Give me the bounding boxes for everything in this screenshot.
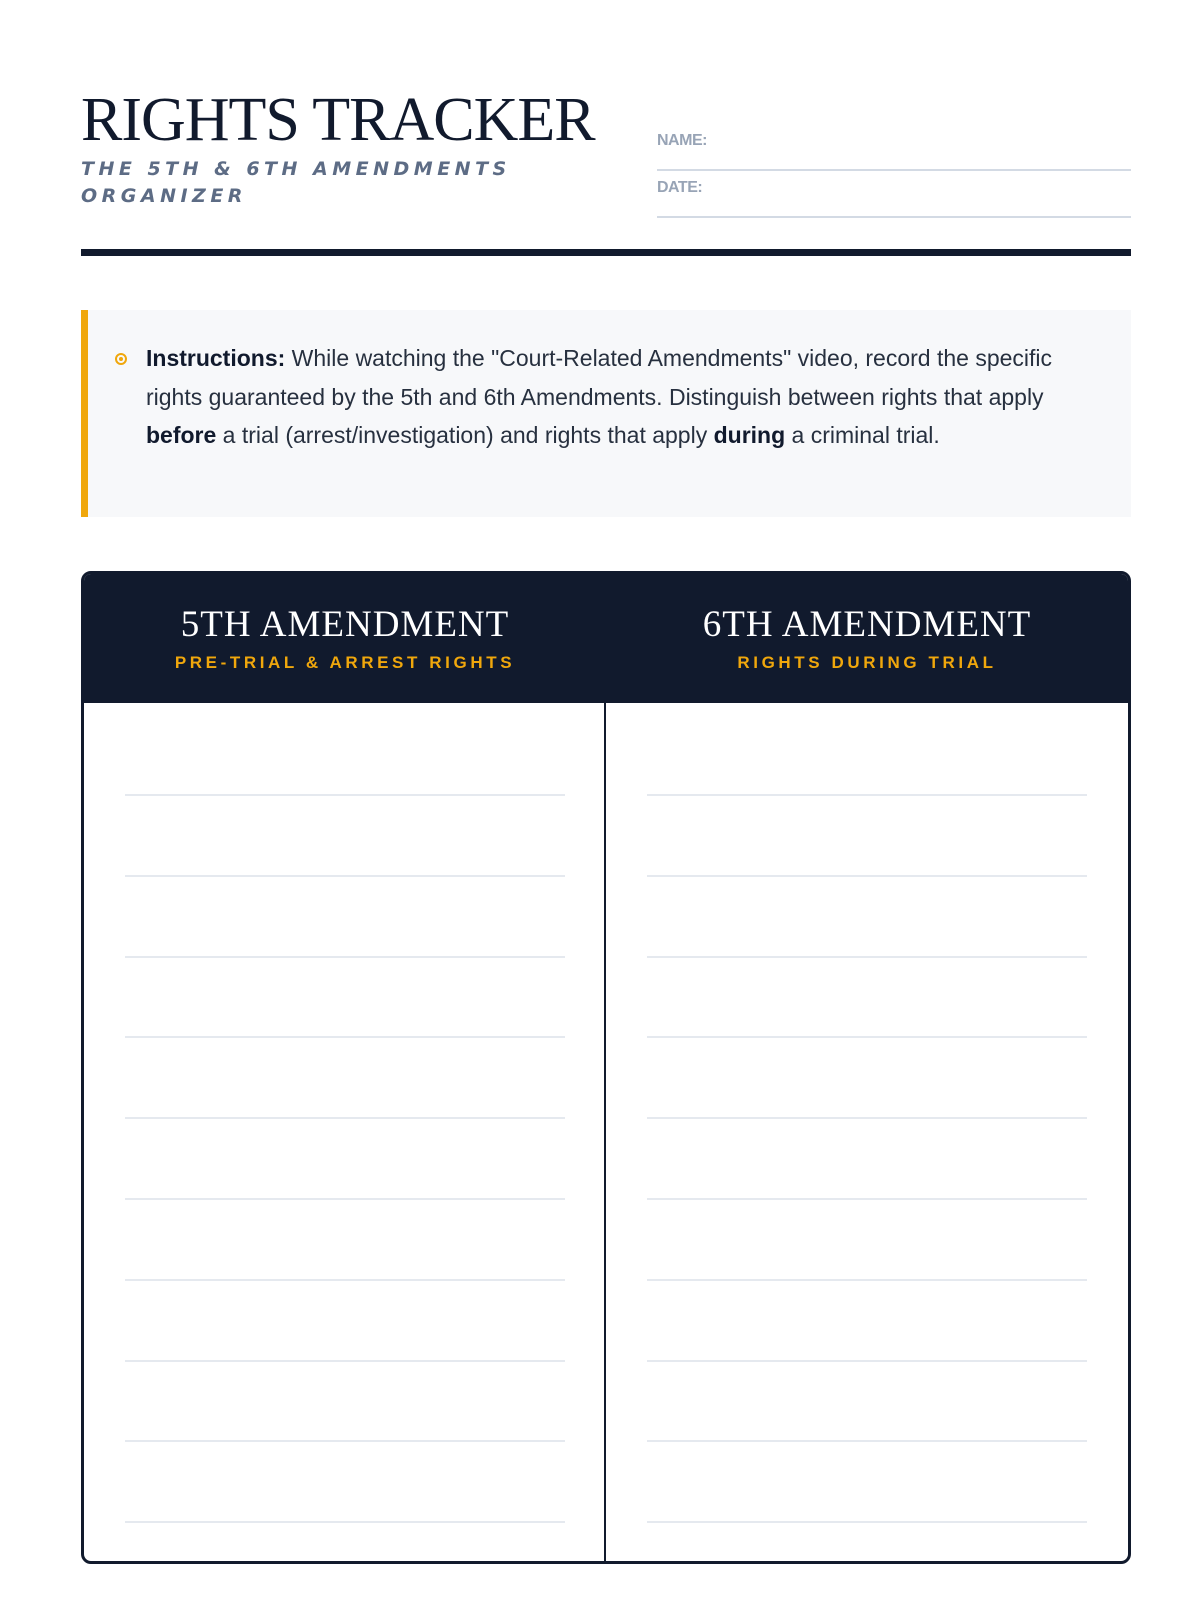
column-subtitle-6th: RIGHTS DURING TRIAL	[737, 653, 997, 672]
writing-line	[125, 1360, 565, 1362]
column-title-6th: 6TH AMENDMENT	[702, 604, 1032, 645]
amendments-organizer	[81, 571, 1131, 1564]
writing-line	[125, 1036, 565, 1038]
writing-line	[647, 956, 1087, 958]
column-header-6th	[606, 574, 1128, 703]
column-subtitle-5th: PRE-TRIAL & ARREST RIGHTS	[174, 653, 516, 672]
page-title: RIGHTS TRACKER	[81, 86, 595, 154]
writing-line	[125, 1198, 565, 1200]
instructions-emphasis-before: before	[146, 422, 217, 448]
instructions-lead: Instructions:	[146, 345, 286, 371]
writing-line	[125, 875, 565, 877]
writing-line	[647, 1521, 1087, 1523]
instructions-part-3: a criminal trial.	[785, 422, 940, 448]
date-field[interactable]	[657, 171, 1131, 218]
target-icon	[115, 353, 127, 365]
writing-line	[125, 794, 565, 796]
column-header-5th	[84, 574, 606, 703]
writing-line	[647, 1036, 1087, 1038]
writing-line	[125, 1440, 565, 1442]
writing-line	[647, 1279, 1087, 1281]
date-field-label: DATE:	[657, 179, 703, 196]
writing-area-5th[interactable]	[84, 703, 606, 1564]
column-title-5th: 5TH AMENDMENT	[180, 604, 510, 645]
instructions-panel	[81, 310, 1131, 517]
page-subtitle: THE 5TH & 6TH AMENDMENTS ORGANIZER	[81, 158, 511, 207]
name-field[interactable]	[657, 124, 1131, 171]
header-divider	[81, 249, 1131, 256]
worksheet-header	[81, 80, 1131, 256]
writing-line	[125, 1117, 565, 1119]
organizer-header	[84, 574, 1128, 703]
writing-line	[647, 875, 1087, 877]
writing-line	[125, 956, 565, 958]
instructions-emphasis-during: during	[713, 422, 786, 448]
writing-line	[647, 1198, 1087, 1200]
writing-line	[647, 1360, 1087, 1362]
writing-line	[647, 1440, 1087, 1442]
writing-line	[647, 1117, 1087, 1119]
writing-line	[647, 794, 1087, 796]
name-field-label: NAME:	[657, 132, 707, 149]
instructions-part-2: a trial (arrest/investigation) and rights that apply	[216, 422, 714, 448]
student-fields	[657, 124, 1131, 218]
writing-line	[125, 1279, 565, 1281]
writing-area-6th[interactable]	[606, 703, 1128, 1564]
organizer-body	[84, 703, 1128, 1564]
writing-line	[125, 1521, 565, 1523]
instructions-text	[146, 339, 1106, 455]
instructions-part-1: While watching the "Court-Related Amendments" video, record the specific rights guaranteed by the 5th and 6th Amendments. Distinguish between rights that apply	[146, 345, 1053, 410]
